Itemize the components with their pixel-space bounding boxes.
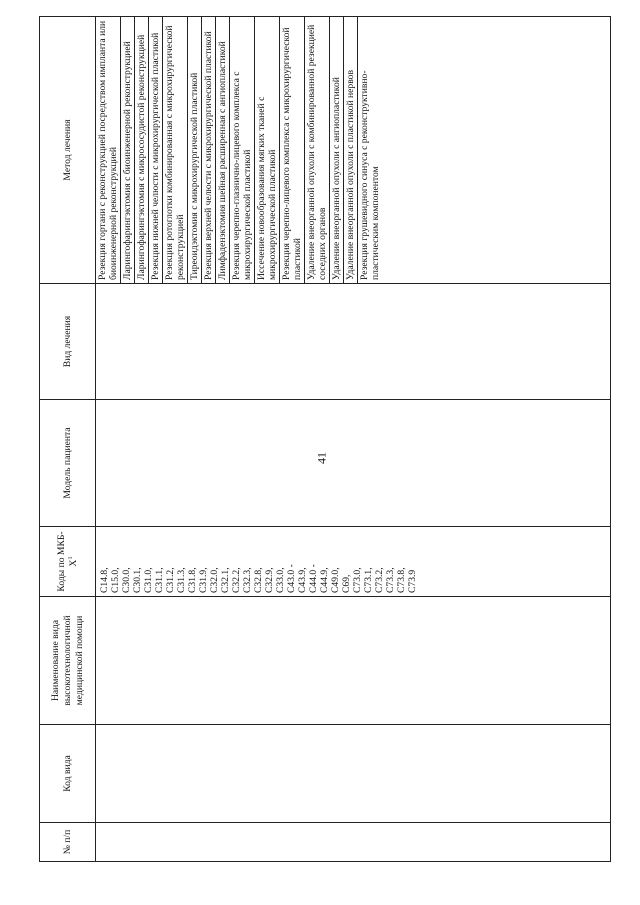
mkb-code: C73.2,: [374, 567, 385, 593]
treatment-method-item: Тиреоидэктомия с микрохирургической пластикой: [188, 17, 202, 283]
mkb-code: C73.8,: [396, 567, 407, 593]
page-number: 41: [314, 452, 329, 464]
mkb-code: C43.0 -: [286, 564, 297, 593]
treatment-method-item: Резекция черепно-глазнично-лицевого комплекса с микрохирургической пластикой: [230, 17, 255, 283]
treatment-method-item: Иссечение новообразования мягких тканей с микрохирургической пластикой: [255, 17, 280, 283]
header-treatment-kind: Вид лечения: [40, 284, 96, 400]
mkb-code: C73.3,: [385, 567, 396, 593]
treatment-method-item: Ларингофарингэктомия с биоинженерной реконструкцией: [121, 17, 135, 283]
mkb-code: C43.9,: [297, 567, 308, 593]
mkb-code: C73.9: [407, 569, 418, 593]
treatment-method-item: Резекция черепно-лицевого комплекса с микрохирургической пластикой: [280, 17, 305, 283]
mkb-code: C31.3,: [176, 567, 187, 593]
treatment-method-item: Резекция нижней челюсти с микрохирургической пластикой: [149, 17, 163, 283]
header-number: № п/п: [40, 823, 96, 862]
mkb-code: C30.0,: [121, 567, 132, 593]
mkb-code: C73.0,: [352, 567, 363, 593]
cell-treatment-methods: [96, 17, 611, 284]
table-header-row: [40, 17, 96, 862]
treatment-method-item: Резекция гортани с реконструкцией посредством импланта или биоинженерной реконструкцией: [96, 17, 121, 283]
cell-patient-model: [96, 400, 611, 527]
cell-number: [96, 823, 611, 862]
table-row: [96, 17, 611, 862]
mkb-code: C14.8,: [99, 567, 110, 593]
mkb-code: C15.0,: [110, 567, 121, 593]
mkb-codes-list: [99, 530, 418, 593]
mkb-code: C32.2,: [231, 567, 242, 593]
mkb-code: C32.0,: [209, 567, 220, 593]
methods-list: [96, 17, 382, 283]
mkb-code: C69,: [341, 574, 352, 593]
mkb-code: C32.3,: [242, 567, 253, 593]
header-mkb-label: Коды по МКБ-X: [55, 531, 79, 592]
treatment-method-item: Лимфаденэктомия шейная расширенная с ангиопластикой: [216, 17, 230, 283]
mkb-code: C30.1,: [132, 567, 143, 593]
header-type-name: Наименование вида высокотехнологичной медицинской помощи: [40, 597, 96, 725]
treatment-method-item: Резекция ротоглотки комбинированная с микрохирургической реконструкцией: [163, 17, 188, 283]
mkb-code: C31.9,: [198, 567, 209, 593]
mkb-code: C49.0,: [330, 567, 341, 593]
header-patient-model: Модель пациента: [40, 400, 96, 527]
mkb-code: C31.1,: [154, 567, 165, 593]
mkb-code: C44.9,: [319, 567, 330, 593]
treatment-table: [39, 16, 611, 862]
mkb-code: C73.1,: [363, 567, 374, 593]
header-treatment-method: Метод лечения: [40, 17, 96, 284]
cell-type-code: [96, 725, 611, 823]
mkb-code: C31.2,: [165, 567, 176, 593]
treatment-method-item: Резекция грушевидного синуса с реконструктивно-пластическим компонентом: [359, 70, 381, 280]
treatment-method-item: Удаление внеорганной опухоли с пластикой нервов: [344, 17, 358, 283]
mkb-code: C33.0,: [275, 567, 286, 593]
treatment-method-item: Удаление внеорганной опухоли с комбинированной резекцией соседних органов: [305, 17, 330, 283]
rotated-table-container: [39, 17, 611, 862]
header-mkb-codes: [40, 527, 96, 597]
treatment-method-item: Резекция верхней челюсти с микрохирургической пластикой: [202, 17, 216, 283]
cell-type-name: [96, 597, 611, 725]
header-mkb-footnote: 1: [66, 556, 74, 560]
treatment-method-item: Ларингофарингэктомия с микрососудистой реконструкцией: [135, 17, 149, 283]
header-type-code: Код вида: [40, 725, 96, 823]
mkb-code: C44.0 -: [308, 564, 319, 593]
mkb-code: C32.1,: [220, 567, 231, 593]
mkb-code: C31.0,: [143, 567, 154, 593]
treatment-method-item: Удаление внеорганной опухоли с ангиопластикой: [330, 17, 344, 283]
cell-mkb-codes: [96, 527, 611, 597]
cell-treatment-kind: [96, 284, 611, 400]
mkb-code: C31.8,: [187, 567, 198, 593]
mkb-code: C32.8,: [253, 567, 264, 593]
mkb-code: C32.9,: [264, 567, 275, 593]
